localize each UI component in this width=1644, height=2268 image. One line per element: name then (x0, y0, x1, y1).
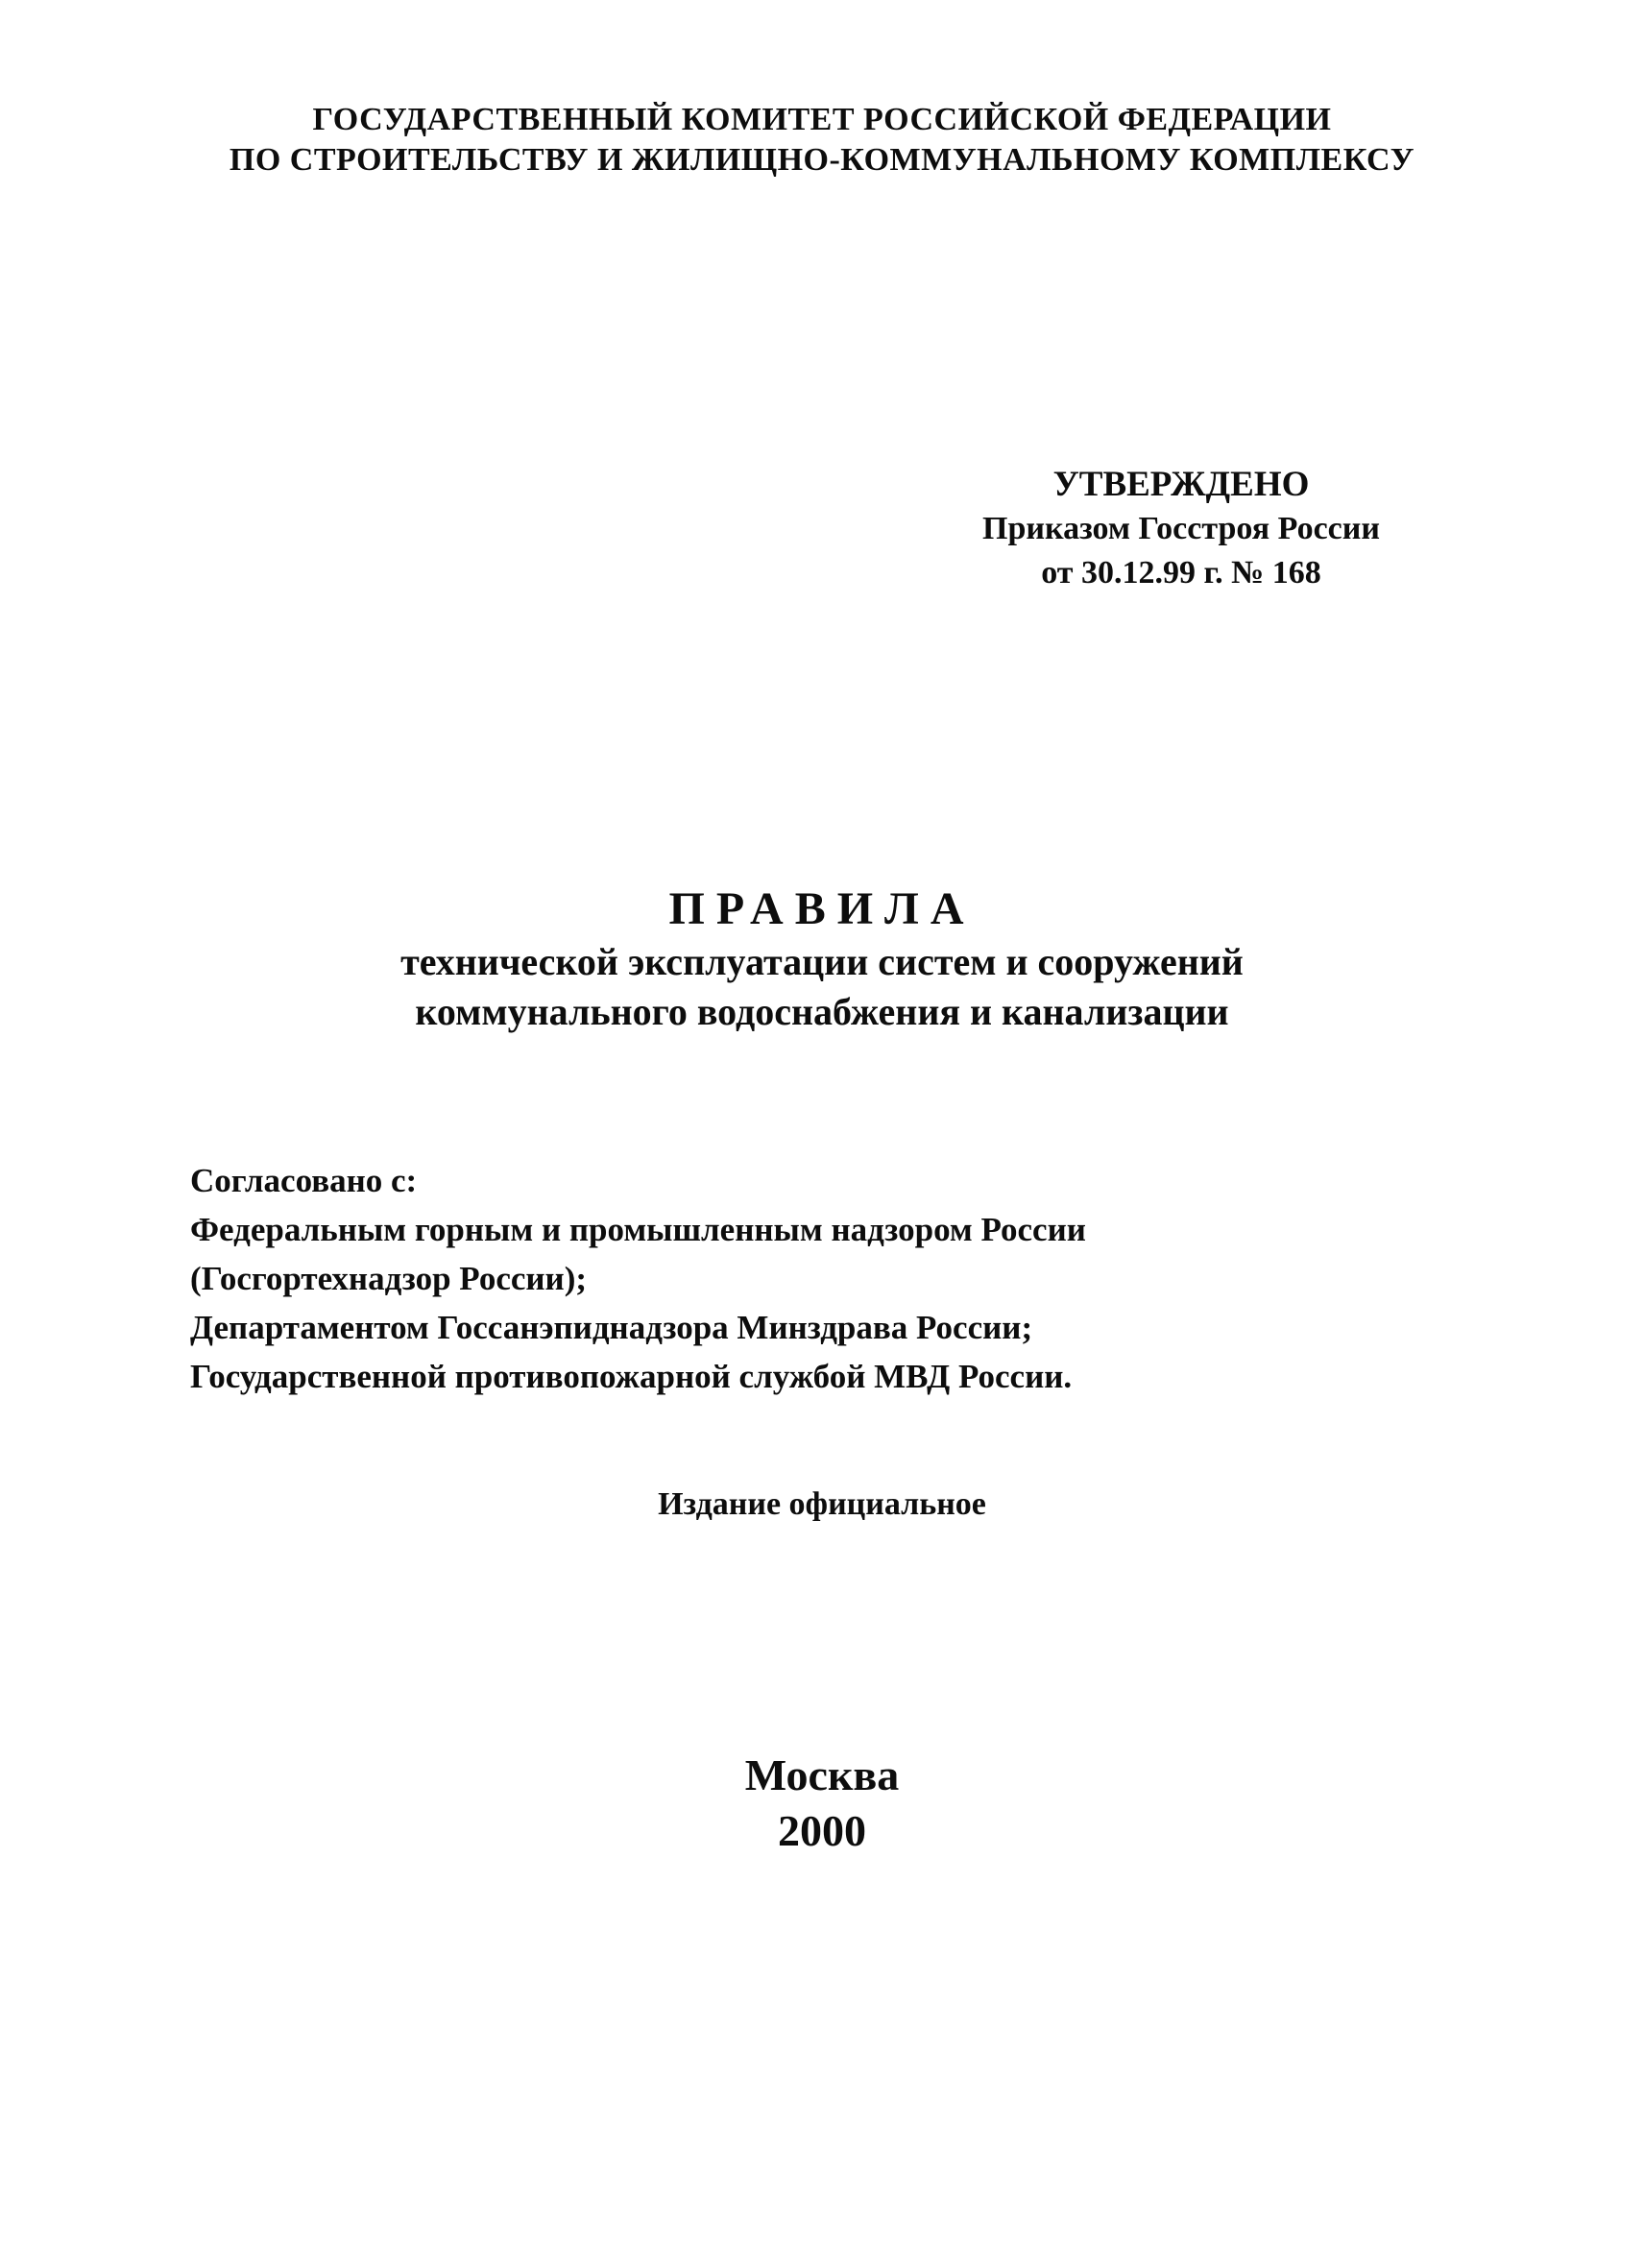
approval-title: УТВЕРЖДЕНО (1052, 465, 1310, 504)
header-line-2: ПО СТРОИТЕЛЬСТВУ И ЖИЛИЩНО-КОММУНАЛЬНОМУ КОМПЛЕКСУ (229, 142, 1415, 178)
document-subtitle-line-2: коммунального водоснабжения и канализации (415, 990, 1229, 1033)
imprint-block (0, 1748, 1644, 1859)
agreement-line-2: (Госгортехнадзор России); (190, 1260, 588, 1297)
agreement-block (190, 1156, 1458, 1401)
approval-date: от 30.12.99 г. № 168 (1041, 555, 1321, 591)
document-title: ПРАВИЛА (668, 883, 976, 934)
official-edition-label: Издание официальное (658, 1486, 986, 1522)
issuing-authority-header (0, 100, 1644, 181)
document-subtitle-line-1: технической эксплуатации систем и сооружений (400, 940, 1244, 983)
agreement-line-3: Департаментом Госсанэпиднадзора Минздрава России; (190, 1309, 1033, 1346)
approval-block (922, 463, 1440, 595)
imprint-year: 2000 (778, 1806, 866, 1855)
imprint-city: Москва (744, 1750, 900, 1799)
header-line-1: ГОСУДАРСТВЕННЫЙ КОМИТЕТ РОССИЙСКОЙ ФЕДЕРАЦИИ (312, 102, 1332, 137)
agreement-heading: Согласовано с: (190, 1162, 418, 1199)
document-title-block (0, 881, 1644, 1037)
agreement-line-1: Федеральным горным и промышленным надзором России (190, 1211, 1086, 1248)
approval-order: Приказом Госстроя России (982, 511, 1380, 546)
agreement-line-4: Государственной противопожарной службой МВД России. (190, 1358, 1073, 1395)
